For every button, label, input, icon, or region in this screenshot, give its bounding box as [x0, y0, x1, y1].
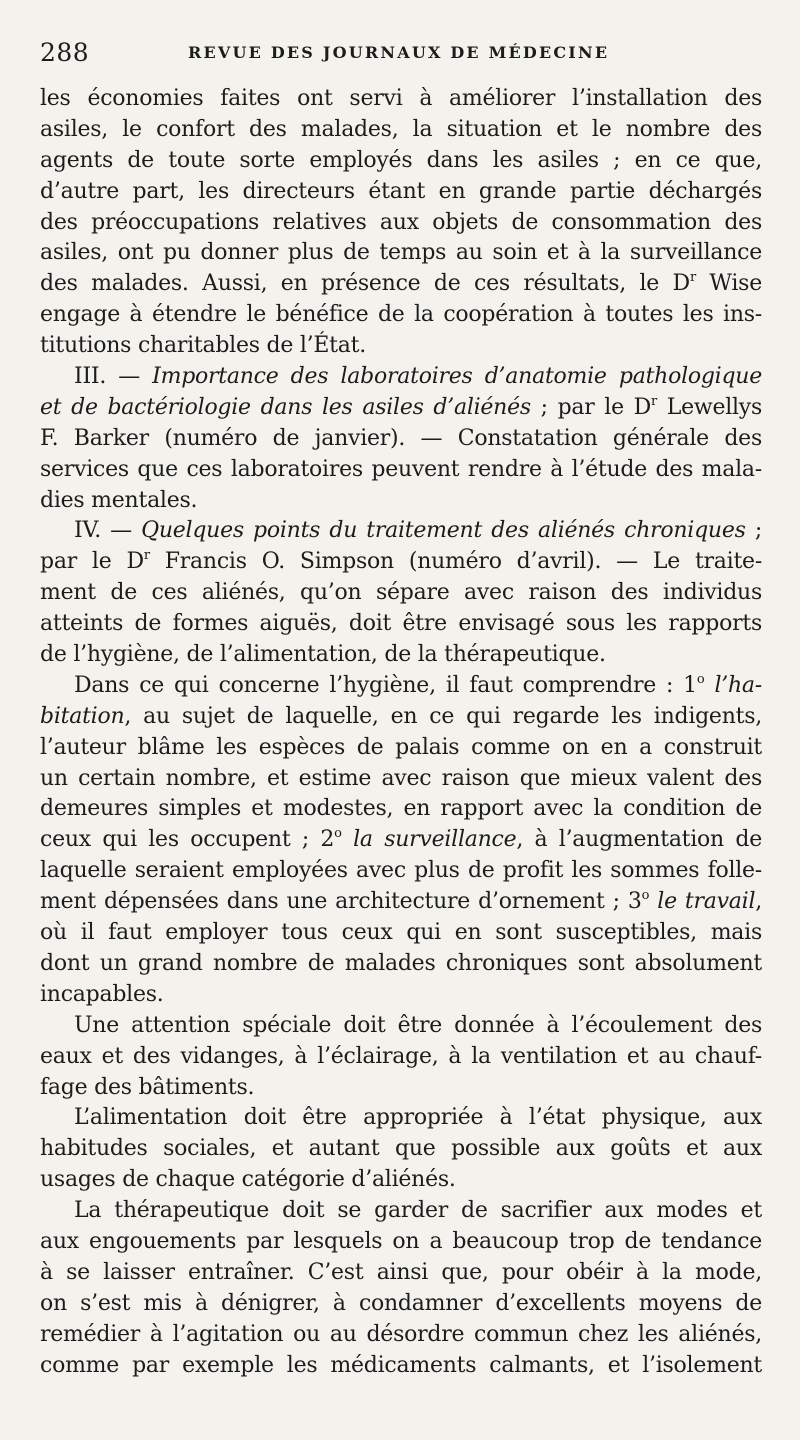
text-line: [40, 516, 762, 547]
text-run: des malades. Aussi, en présence de ces résultats, le D: [40, 271, 690, 297]
text-run: ceux qui les occupent ; 2: [40, 827, 335, 853]
superscript: o: [641, 888, 650, 904]
text-line: [40, 424, 762, 455]
text-line: [40, 702, 762, 733]
text-run: remédier à l’agitation ou au désordre commun chez les aliénés,: [40, 1321, 762, 1347]
body-text: [40, 84, 762, 1381]
text-run: agents de toute sorte employés dans les asiles ; en ce que,: [40, 147, 762, 173]
text-line: [40, 455, 762, 486]
text-line: [40, 918, 762, 949]
text-line: [40, 1227, 762, 1258]
page-header: [40, 38, 760, 72]
text-line: [40, 84, 762, 115]
text-line: [40, 980, 762, 1011]
text-run: où il faut employer tous ceux qui en sont susceptibles, mais: [40, 920, 762, 946]
text-run: Wise: [695, 271, 762, 297]
running-title: REVUE DES JOURNAUX DE MÉDECINE: [188, 43, 610, 62]
superscript: r: [651, 393, 657, 409]
text-run: eaux et des vidanges, à l’éclairage, à la ventilation et au chauf-: [40, 1043, 762, 1069]
text-line: [40, 764, 762, 795]
text-run: , au sujet de laquelle, en ce qui regarde les indigents,: [124, 703, 762, 729]
italic-text: l’ha-: [714, 672, 762, 698]
text-run: asiles, ont pu donner plus de temps au soin et à la surveillance: [40, 240, 762, 266]
text-line: [40, 208, 762, 239]
text-run: par le D: [40, 549, 144, 575]
text-run: ;: [745, 518, 763, 544]
text-line: [40, 671, 762, 702]
text-run: d’autre part, les directeurs étant en grande partie déchargés: [40, 178, 762, 204]
text-run: engage à étendre le bénéfice de la coopération à toutes les ins-: [40, 302, 762, 328]
text-line: [40, 640, 762, 671]
superscript: o: [334, 826, 342, 842]
superscript: r: [143, 548, 150, 564]
text-run: incapables.: [40, 981, 164, 1007]
text-line: [40, 1134, 762, 1165]
text-run: de l’hygiène, de l’alimentation, de la thérapeutique.: [40, 642, 606, 668]
text-run: un certain nombre, et estime avec raison que mieux valent des: [40, 765, 762, 791]
text-run: des préoccupations relatives aux objets de consommation des: [40, 209, 762, 235]
text-run: ment de ces aliénés, qu’on sépare avec raison des individus: [40, 580, 762, 606]
italic-text: Quelques points du traitement des aliénés chroniques: [141, 518, 746, 544]
text-run: Dans ce qui concerne l’hygiène, il faut comprendre : 1: [74, 672, 697, 698]
text-line: [40, 1042, 762, 1073]
text-run: les économies faites ont servi à améliorer l’installation des: [40, 86, 762, 111]
text-run: [342, 827, 353, 852]
text-line: [40, 825, 762, 856]
text-line: [40, 300, 762, 331]
italic-text: bitation: [40, 703, 125, 729]
text-run: [704, 673, 714, 698]
superscript: r: [689, 270, 696, 286]
text-line: [40, 609, 762, 640]
text-line: [40, 115, 762, 146]
text-line: [40, 269, 762, 300]
text-run: dies mentales.: [40, 487, 198, 513]
italic-text: Importance des laboratoires d’anatomie pathologique: [152, 364, 762, 390]
text-run: l’auteur blâme les espèces de palais comme on en a construit: [40, 734, 762, 760]
text-line: [40, 949, 762, 980]
text-run: F. Barker (numéro de janvier). — Constatation générale des: [40, 425, 762, 451]
text-run: titutions charitables de l’État.: [40, 333, 366, 359]
text-run: L’alimentation doit être appropriée à l’état physique, aux: [74, 1105, 762, 1131]
text-line: [40, 331, 762, 362]
text-run: services que ces laboratoires peuvent rendre à l’étude des mala-: [40, 456, 762, 482]
text-run: Francis O. Simpson (numéro d’avril). — Le traite-: [149, 549, 762, 575]
text-run: comme par exemple les médicaments calmants, et l’isolement: [40, 1352, 762, 1378]
text-run: Lewellys: [656, 394, 763, 420]
text-run: habitudes sociales, et autant que possible aux goûts et aux: [40, 1136, 762, 1162]
text-line: [40, 238, 762, 269]
text-run: dont un grand nombre de malades chroniques sont absolument: [40, 950, 762, 976]
page-number: 288: [40, 38, 90, 67]
italic-text: le travail: [657, 889, 756, 915]
text-line: [40, 1011, 762, 1042]
text-run: à se laisser entraîner. C’est ainsi que, pour obéir à la mode,: [40, 1259, 762, 1285]
text-run: ,: [755, 889, 762, 915]
text-line: [40, 856, 762, 887]
text-run: , à l’augmentation de: [516, 827, 762, 853]
text-run: IV. —: [74, 518, 142, 544]
text-line: [40, 486, 762, 517]
text-line: [40, 393, 762, 424]
text-line: [40, 1258, 762, 1289]
text-run: laquelle seraient employées avec plus de profit les sommes folle-: [40, 858, 762, 884]
text-line: [40, 578, 762, 609]
text-line: [40, 1289, 762, 1320]
text-line: [40, 1320, 762, 1351]
text-line: [40, 547, 762, 578]
text-line: [40, 1073, 762, 1104]
text-run: demeures simples et modestes, en rapport avec la condition de: [40, 796, 762, 822]
text-run: ment dépensées dans une architecture d’ornement ; 3: [40, 889, 642, 915]
italic-text: et de bactériologie dans les asiles d’aliénés: [40, 394, 531, 420]
text-run: atteints de formes aiguës, doit être envisagé sous les rapports: [40, 611, 762, 637]
text-line: [40, 1196, 762, 1227]
italic-text: la surveillance: [353, 827, 517, 853]
text-run: aux engouements par lesquels on a beaucoup trop de tendance: [40, 1228, 762, 1254]
text-run: Une attention spéciale doit être donnée à l’écoulement des: [74, 1012, 762, 1038]
text-line: [40, 887, 762, 918]
text-run: on s’est mis à dénigrer, à condamner d’excellents moyens de: [40, 1290, 762, 1316]
text-run: ; par le D: [530, 394, 652, 420]
text-line: [40, 146, 762, 177]
text-run: La thérapeutique doit se garder de sacrifier aux modes et: [74, 1198, 762, 1224]
text-line: [40, 1103, 762, 1134]
superscript: o: [696, 671, 705, 687]
text-run: fage des bâtiments.: [40, 1074, 255, 1100]
text-line: [40, 733, 762, 764]
text-run: asiles, le confort des malades, la situation et le nombre des: [40, 116, 762, 142]
text-line: [40, 362, 762, 393]
text-run: usages de chaque catégorie d’aliénés.: [40, 1167, 456, 1193]
text-line: [40, 1165, 762, 1196]
text-line: [40, 177, 762, 208]
text-run: III. —: [74, 364, 153, 390]
text-line: [40, 794, 762, 825]
text-line: [40, 1351, 762, 1382]
